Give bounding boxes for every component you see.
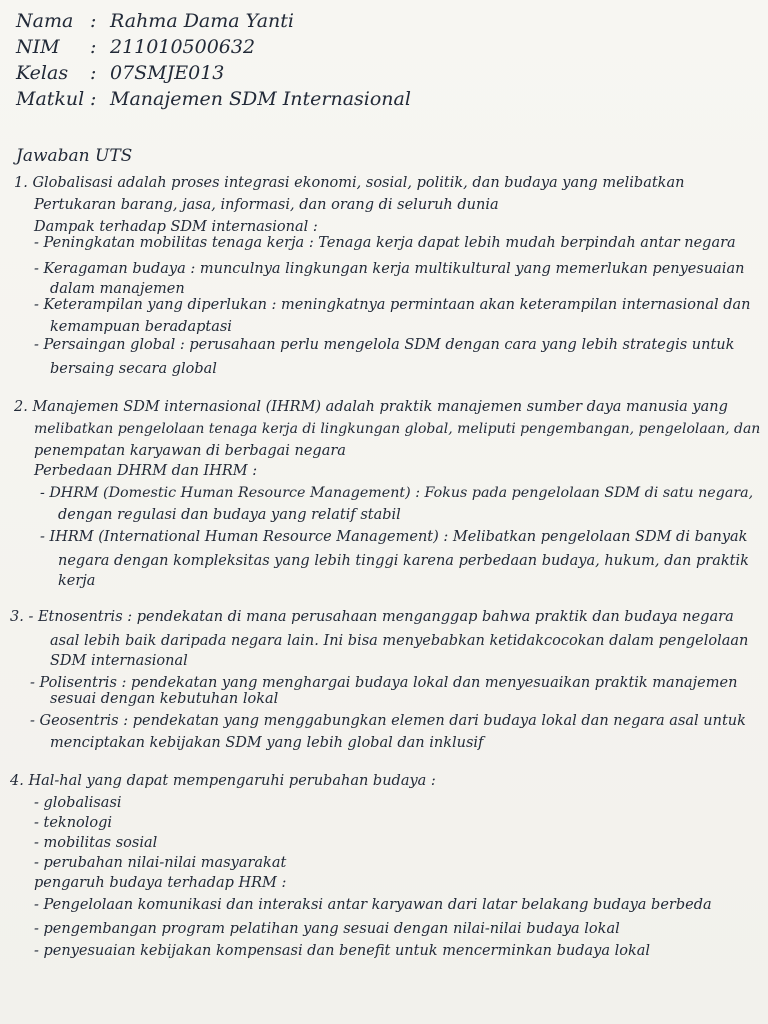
text-line: Pertukaran barang, jasa, informasi, dan orang di seluruh dunia — [34, 197, 499, 213]
nama-value: Rahma Dama Yanti — [110, 10, 294, 32]
text-line: 1. Globalisasi adalah proses integrasi ekonomi, sosial, politik, dan budaya yang melibatkan — [14, 175, 685, 191]
text-line: - mobilitas sosial — [34, 835, 158, 851]
text-line: kemampuan beradaptasi — [50, 319, 232, 335]
text-line: - penyesuaian kebijakan kompensasi dan benefit untuk mencerminkan budaya lokal — [34, 943, 651, 959]
matkul-separator: : — [90, 88, 97, 110]
nim-separator: : — [90, 36, 97, 58]
text-line: 2. Manajemen SDM internasional (IHRM) adalah praktik manajemen sumber daya manusia yang — [14, 399, 728, 415]
text-line: - perubahan nilai-nilai masyarakat — [34, 855, 287, 871]
text-line: - Keterampilan yang diperlukan : meningkatnya permintaan akan keterampilan internasional dan — [34, 297, 751, 313]
matkul-label: Matkul — [16, 88, 85, 110]
text-line: 3. - Etnosentris : pendekatan di mana perusahaan menganggap bahwa praktik dan budaya negara — [10, 609, 734, 625]
page-title: Jawaban UTS — [16, 146, 133, 166]
text-line: - Pengelolaan komunikasi dan interaksi antar karyawan dari latar belakang budaya berbeda — [34, 897, 712, 913]
text-line: - DHRM (Domestic Human Resource Management) : Fokus pada pengelolaan SDM di satu negara, — [40, 485, 754, 501]
text-line: sesuai dengan kebutuhan lokal — [50, 691, 279, 707]
text-line: SDM internasional — [50, 653, 188, 669]
nim-label: NIM — [16, 36, 60, 58]
kelas-value: 07SMJE013 — [110, 62, 225, 84]
header-nama — [16, 12, 294, 31]
text-line: Dampak terhadap SDM internasional : — [34, 219, 318, 235]
text-line: bersaing secara global — [50, 361, 217, 377]
nama-label: Nama — [16, 10, 74, 32]
text-line: pengaruh budaya terhadap HRM : — [34, 875, 287, 891]
text-line: - Polisentris : pendekatan yang menghargai budaya lokal dan menyesuaikan praktik manajemen — [30, 675, 738, 691]
text-line: dengan regulasi dan budaya yang relatif stabil — [58, 507, 401, 523]
text-line: - Keragaman budaya : munculnya lingkungan kerja multikultural yang memerlukan penyesuaian — [34, 261, 745, 277]
nim-value: 211010500632 — [110, 36, 256, 58]
text-line: 4. Hal-hal yang dapat mempengaruhi perubahan budaya : — [10, 773, 436, 789]
text-line: negara dengan kompleksitas yang lebih tinggi karena perbedaan budaya, hukum, dan praktik — [58, 553, 749, 569]
nama-separator: : — [90, 10, 97, 32]
text-line: dalam manajemen — [50, 281, 185, 297]
text-line: - Geosentris : pendekatan yang menggabungkan elemen dari budaya lokal dan negara asal untuk — [30, 713, 746, 729]
text-line: melibatkan pengelolaan tenaga kerja di lingkungan global, meliputi pengembangan, pengelolaan, dan — [34, 421, 761, 437]
header-nim — [16, 38, 255, 57]
header-matkul — [16, 90, 411, 109]
text-line: - pengembangan program pelatihan yang sesuai dengan nilai-nilai budaya lokal — [34, 921, 620, 937]
text-line: kerja — [58, 573, 96, 589]
text-line: menciptakan kebijakan SDM yang lebih global dan inklusif — [50, 735, 484, 751]
kelas-label: Kelas — [16, 62, 69, 84]
text-line: - globalisasi — [34, 795, 122, 811]
text-line: - teknologi — [34, 815, 113, 831]
text-line: penempatan karyawan di berbagai negara — [34, 443, 346, 459]
matkul-value: Manajemen SDM Internasional — [110, 88, 411, 110]
text-line: - IHRM (International Human Resource Management) : Melibatkan pengelolaan SDM di banyak — [40, 529, 748, 545]
kelas-separator: : — [90, 62, 97, 84]
header-kelas — [16, 64, 224, 83]
text-line: - Persaingan global : perusahaan perlu mengelola SDM dengan cara yang lebih strategis untuk — [34, 337, 735, 353]
text-line: asal lebih baik daripada negara lain. Ini bisa menyebabkan ketidakcocokan dalam pengelolaan — [50, 633, 749, 649]
text-line: - Peningkatan mobilitas tenaga kerja : Tenaga kerja dapat lebih mudah berpindah antar negara — [34, 235, 736, 251]
text-line: Perbedaan DHRM dan IHRM : — [34, 463, 258, 479]
